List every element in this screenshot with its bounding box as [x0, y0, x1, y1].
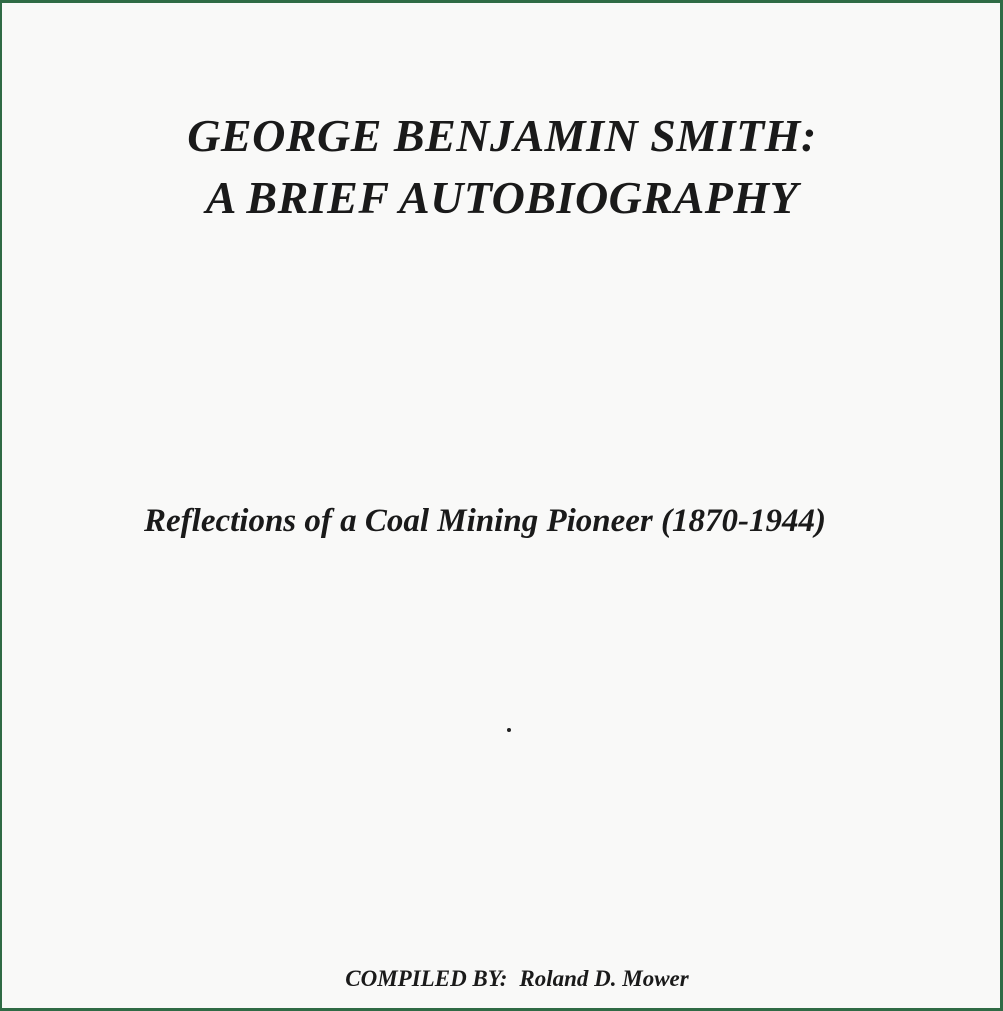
- compiled-by-label: COMPILED BY:: [345, 966, 508, 991]
- ink-speck: [507, 728, 511, 732]
- subtitle: Reflections of a Coal Mining Pioneer (1870-1944): [144, 503, 826, 539]
- title-line-2: A BRIEF AUTOBIOGRAPHY: [205, 172, 799, 223]
- title-line-1: GEORGE BENJAMIN SMITH:: [187, 110, 817, 161]
- compiler-name: Roland D. Mower: [519, 966, 689, 991]
- compiled-by-line: [2, 965, 1003, 993]
